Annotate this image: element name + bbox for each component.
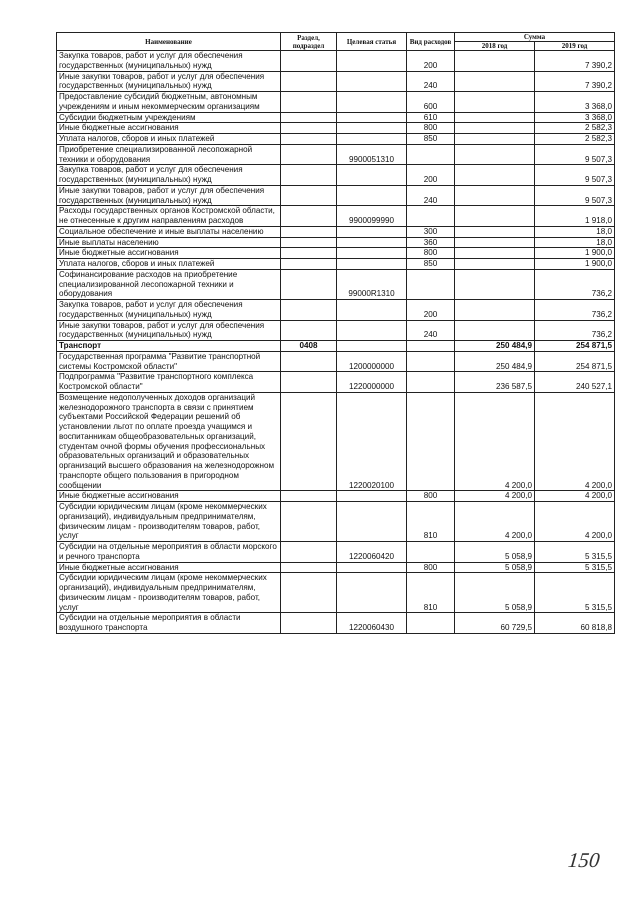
table-row	[57, 491, 615, 502]
header-type: Вид расходов	[407, 33, 455, 51]
row-section-cell	[281, 237, 337, 248]
row-type-cell	[407, 341, 455, 352]
row-sum-2018-cell: 250 484,9	[455, 351, 535, 372]
row-name-cell: Социальное обеспечение и иные выплаты населению	[57, 226, 281, 237]
table-row	[57, 185, 615, 206]
row-sum-2019-cell: 9 507,3	[535, 144, 615, 165]
header-sum: Сумма	[455, 33, 615, 42]
row-section-cell	[281, 491, 337, 502]
table-body	[57, 51, 615, 634]
row-type-cell: 300	[407, 226, 455, 237]
row-name-cell: Подпрограмма "Развитие транспортного комплекса Костромской области"	[57, 372, 281, 393]
table-row	[57, 51, 615, 72]
row-target-cell	[337, 134, 407, 145]
row-name-cell: Иные бюджетные ассигнования	[57, 248, 281, 259]
row-name-cell: Иные закупки товаров, работ и услуг для обеспечения государственных (муниципальных) нужд	[57, 185, 281, 206]
row-target-cell: 1200000000	[337, 351, 407, 372]
row-type-cell: 600	[407, 92, 455, 113]
row-type-cell: 240	[407, 185, 455, 206]
row-target-cell: 1220060430	[337, 613, 407, 634]
row-sum-2018-cell	[455, 237, 535, 248]
row-type-cell: 360	[407, 237, 455, 248]
row-sum-2019-cell: 5 315,5	[535, 573, 615, 613]
row-section-cell	[281, 134, 337, 145]
row-sum-2018-cell	[455, 51, 535, 72]
row-sum-2019-cell: 18,0	[535, 226, 615, 237]
row-sum-2018-cell: 250 484,9	[455, 341, 535, 352]
table-row	[57, 206, 615, 227]
row-name-cell: Иные закупки товаров, работ и услуг для обеспечения государственных (муниципальных) нужд	[57, 71, 281, 92]
row-sum-2019-cell: 60 818,8	[535, 613, 615, 634]
row-sum-2018-cell	[455, 259, 535, 270]
row-sum-2018-cell	[455, 300, 535, 321]
row-name-cell: Иные бюджетные ассигнования	[57, 491, 281, 502]
table-row	[57, 502, 615, 542]
table-row	[57, 269, 615, 299]
table-row	[57, 248, 615, 259]
row-section-cell	[281, 300, 337, 321]
row-type-cell: 240	[407, 320, 455, 341]
row-sum-2019-cell: 4 200,0	[535, 491, 615, 502]
row-sum-2018-cell	[455, 320, 535, 341]
row-target-cell: 9900051310	[337, 144, 407, 165]
row-sum-2019-cell: 2 582,3	[535, 123, 615, 134]
row-sum-2019-cell: 4 200,0	[535, 392, 615, 491]
row-name-cell: Уплата налогов, сборов и иных платежей	[57, 259, 281, 270]
table-row	[57, 237, 615, 248]
row-sum-2018-cell	[455, 248, 535, 259]
row-sum-2019-cell: 5 315,5	[535, 562, 615, 573]
header-2019: 2019 год	[535, 42, 615, 51]
table-row	[57, 562, 615, 573]
row-target-cell	[337, 259, 407, 270]
row-section-cell	[281, 392, 337, 491]
row-sum-2019-cell: 1 900,0	[535, 248, 615, 259]
row-section-cell	[281, 542, 337, 563]
row-sum-2018-cell	[455, 112, 535, 123]
row-target-cell	[337, 123, 407, 134]
table-row	[57, 112, 615, 123]
row-type-cell	[407, 351, 455, 372]
row-sum-2019-cell: 9 507,3	[535, 165, 615, 186]
row-section-cell	[281, 123, 337, 134]
row-target-cell	[337, 562, 407, 573]
row-section-cell	[281, 351, 337, 372]
row-target-cell	[337, 71, 407, 92]
row-sum-2019-cell: 9 507,3	[535, 185, 615, 206]
row-sum-2018-cell	[455, 185, 535, 206]
page-number: 150	[566, 848, 601, 872]
row-target-cell	[337, 502, 407, 542]
header-name: Наименование	[57, 33, 281, 51]
row-section-cell	[281, 573, 337, 613]
row-target-cell	[337, 573, 407, 613]
row-sum-2018-cell	[455, 165, 535, 186]
row-section-cell	[281, 185, 337, 206]
row-target-cell	[337, 320, 407, 341]
row-target-cell	[337, 491, 407, 502]
row-target-cell	[337, 248, 407, 259]
row-type-cell	[407, 206, 455, 227]
row-name-cell: Иные закупки товаров, работ и услуг для обеспечения государственных (муниципальных) нужд	[57, 320, 281, 341]
row-type-cell: 800	[407, 123, 455, 134]
table-row	[57, 351, 615, 372]
row-name-cell: Закупка товаров, работ и услуг для обеспечения государственных (муниципальных) нужд	[57, 165, 281, 186]
row-type-cell: 610	[407, 112, 455, 123]
row-sum-2018-cell	[455, 206, 535, 227]
row-name-cell: Приобретение специализированной лесопожарной техники и оборудования	[57, 144, 281, 165]
table-row	[57, 71, 615, 92]
header-2018: 2018 год	[455, 42, 535, 51]
row-name-cell: Расходы государственных органов Костромской области, не отнесенные к другим направлениям расходов	[57, 206, 281, 227]
row-sum-2018-cell: 4 200,0	[455, 502, 535, 542]
row-sum-2018-cell	[455, 123, 535, 134]
row-type-cell	[407, 269, 455, 299]
row-type-cell: 800	[407, 562, 455, 573]
row-target-cell	[337, 51, 407, 72]
row-name-cell: Иные выплаты населению	[57, 237, 281, 248]
row-section-cell	[281, 226, 337, 237]
row-name-cell: Закупка товаров, работ и услуг для обеспечения государственных (муниципальных) нужд	[57, 300, 281, 321]
row-section-cell	[281, 165, 337, 186]
row-sum-2018-cell: 5 058,9	[455, 562, 535, 573]
row-section-cell	[281, 206, 337, 227]
row-section-cell	[281, 144, 337, 165]
row-sum-2019-cell: 736,2	[535, 300, 615, 321]
row-type-cell: 200	[407, 51, 455, 72]
row-name-cell: Субсидии на отдельные мероприятия в области воздушного транспорта	[57, 613, 281, 634]
table-row	[57, 573, 615, 613]
table-row	[57, 123, 615, 134]
row-name-cell: Иные бюджетные ассигнования	[57, 123, 281, 134]
table-row	[57, 542, 615, 563]
row-sum-2018-cell: 236 587,5	[455, 372, 535, 393]
row-type-cell: 850	[407, 259, 455, 270]
table-row	[57, 144, 615, 165]
row-name-cell: Субсидии на отдельные мероприятия в области морского и речного транспорта	[57, 542, 281, 563]
row-type-cell: 810	[407, 573, 455, 613]
row-section-cell	[281, 259, 337, 270]
row-target-cell	[337, 112, 407, 123]
budget-table	[56, 32, 615, 634]
row-name-cell: Транспорт	[57, 341, 281, 352]
row-type-cell	[407, 542, 455, 563]
row-section-cell	[281, 613, 337, 634]
row-section-cell	[281, 269, 337, 299]
row-type-cell: 200	[407, 300, 455, 321]
row-section-cell	[281, 112, 337, 123]
row-name-cell: Иные бюджетные ассигнования	[57, 562, 281, 573]
row-section-cell	[281, 51, 337, 72]
row-name-cell: Субсидии юридическим лицам (кроме некоммерческих организаций), индивидуальным предпринимателям, физическим лицам - производителям товаров, работ, услуг	[57, 573, 281, 613]
table-row	[57, 134, 615, 145]
row-sum-2018-cell	[455, 71, 535, 92]
row-sum-2019-cell: 18,0	[535, 237, 615, 248]
row-sum-2018-cell	[455, 226, 535, 237]
row-sum-2019-cell: 3 368,0	[535, 112, 615, 123]
row-target-cell: 9900099990	[337, 206, 407, 227]
row-sum-2018-cell: 4 200,0	[455, 392, 535, 491]
row-target-cell: 1220000000	[337, 372, 407, 393]
row-target-cell	[337, 92, 407, 113]
row-name-cell: Государственная программа "Развитие транспортной системы Костромской области"	[57, 351, 281, 372]
row-sum-2019-cell: 1 918,0	[535, 206, 615, 227]
header-section: Раздел, подраздел	[281, 33, 337, 51]
row-sum-2019-cell: 7 390,2	[535, 71, 615, 92]
row-target-cell	[337, 226, 407, 237]
row-section-cell	[281, 372, 337, 393]
table-row	[57, 165, 615, 186]
row-sum-2019-cell: 7 390,2	[535, 51, 615, 72]
row-sum-2019-cell: 4 200,0	[535, 502, 615, 542]
row-sum-2018-cell	[455, 134, 535, 145]
row-section-cell	[281, 92, 337, 113]
row-type-cell: 800	[407, 491, 455, 502]
row-type-cell: 200	[407, 165, 455, 186]
row-sum-2018-cell: 60 729,5	[455, 613, 535, 634]
row-type-cell	[407, 613, 455, 634]
table-row	[57, 300, 615, 321]
table-row	[57, 320, 615, 341]
row-sum-2018-cell: 5 058,9	[455, 573, 535, 613]
row-sum-2019-cell: 240 527,1	[535, 372, 615, 393]
row-section-cell	[281, 71, 337, 92]
table-row	[57, 341, 615, 352]
row-sum-2019-cell: 254 871,5	[535, 351, 615, 372]
table-row	[57, 613, 615, 634]
header-target: Целевая статья	[337, 33, 407, 51]
row-type-cell	[407, 392, 455, 491]
row-sum-2018-cell	[455, 92, 535, 113]
row-target-cell	[337, 237, 407, 248]
row-sum-2018-cell: 5 058,9	[455, 542, 535, 563]
row-section-cell	[281, 562, 337, 573]
row-target-cell: 99000R1310	[337, 269, 407, 299]
row-section-cell: 0408	[281, 341, 337, 352]
row-name-cell: Софинансирование расходов на приобретение специализированной лесопожарной техники и оборудования	[57, 269, 281, 299]
row-type-cell: 240	[407, 71, 455, 92]
table-row	[57, 259, 615, 270]
row-target-cell: 1220020100	[337, 392, 407, 491]
row-sum-2019-cell: 1 900,0	[535, 259, 615, 270]
row-sum-2019-cell: 5 315,5	[535, 542, 615, 563]
row-sum-2019-cell: 736,2	[535, 269, 615, 299]
row-name-cell: Субсидии юридическим лицам (кроме некоммерческих организаций), индивидуальным предпринимателям, физическим лицам - производителям товаров, работ, услуг	[57, 502, 281, 542]
row-sum-2019-cell: 736,2	[535, 320, 615, 341]
row-target-cell: 1220060420	[337, 542, 407, 563]
table-row	[57, 372, 615, 393]
row-target-cell	[337, 300, 407, 321]
row-sum-2018-cell: 4 200,0	[455, 491, 535, 502]
table-row	[57, 392, 615, 491]
row-type-cell	[407, 372, 455, 393]
row-type-cell: 810	[407, 502, 455, 542]
row-section-cell	[281, 320, 337, 341]
row-sum-2019-cell: 2 582,3	[535, 134, 615, 145]
row-name-cell: Субсидии бюджетным учреждениям	[57, 112, 281, 123]
row-sum-2018-cell	[455, 144, 535, 165]
row-type-cell: 850	[407, 134, 455, 145]
row-name-cell: Закупка товаров, работ и услуг для обеспечения государственных (муниципальных) нужд	[57, 51, 281, 72]
row-sum-2018-cell	[455, 269, 535, 299]
row-type-cell	[407, 144, 455, 165]
table-row	[57, 92, 615, 113]
row-target-cell	[337, 165, 407, 186]
row-name-cell: Предоставление субсидий бюджетным, автономным учреждениям и иным некоммерческим организациям	[57, 92, 281, 113]
table-row	[57, 226, 615, 237]
row-type-cell: 800	[407, 248, 455, 259]
row-target-cell	[337, 341, 407, 352]
row-section-cell	[281, 502, 337, 542]
row-target-cell	[337, 185, 407, 206]
row-name-cell: Уплата налогов, сборов и иных платежей	[57, 134, 281, 145]
row-section-cell	[281, 248, 337, 259]
row-sum-2019-cell: 3 368,0	[535, 92, 615, 113]
row-name-cell: Возмещение недополученных доходов организаций железнодорожного транспорта в связи с принятием субъектами Российской Федерации решений об установлении льгот по оплате проезда учащимся и воспитанникам общеобразовательных организаций, студентам очной формы обучения профессиональных образовательных организаций и образовательных организаций высшего образования на железнодорожном транспорте общего пользования в пригородном сообщении	[57, 392, 281, 491]
row-sum-2019-cell: 254 871,5	[535, 341, 615, 352]
